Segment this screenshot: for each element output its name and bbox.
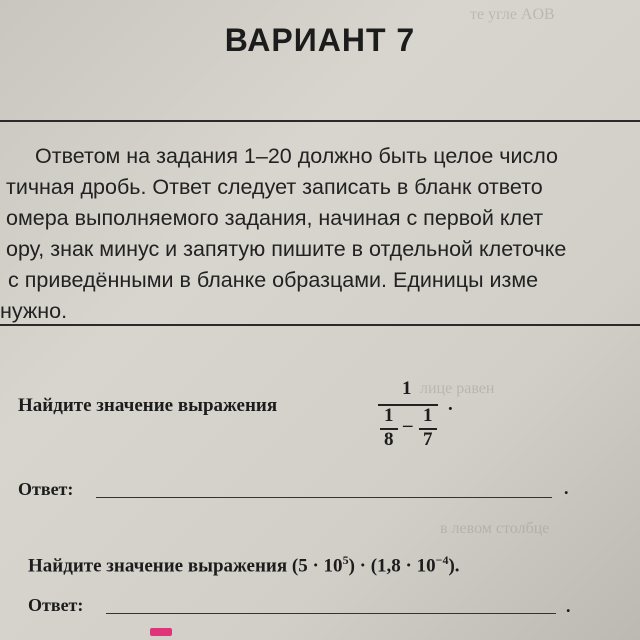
bleed-through-text: те угле AOB [470, 6, 555, 23]
bleed-through-text: лице равен [420, 380, 495, 397]
task2-exp1: 5 [342, 553, 349, 567]
inner-numerator-a: 1 [384, 405, 394, 426]
inner-numerator-b: 1 [423, 405, 433, 426]
task1-prompt: Найдите значение выражения [18, 395, 278, 416]
task1-end-dot: . [448, 394, 453, 415]
inner-denominator-a: 8 [384, 429, 394, 450]
pink-marker-mark [150, 628, 172, 636]
task2-prompt [28, 553, 460, 577]
bleed-through-text: в левом столбце [440, 520, 550, 537]
instruction-line: Ответом на задания 1–20 должно быть целое число [35, 144, 558, 168]
instruction-line: с приведёнными в бланке образцами. Единицы изме [8, 268, 539, 292]
answer-field-2[interactable] [106, 613, 556, 614]
task2-text-c: ). [448, 555, 460, 577]
inner-denominator-b: 7 [423, 429, 433, 450]
task2-exp2: −4 [435, 553, 449, 567]
instruction-line: нужно. [0, 299, 68, 323]
answer-field-1[interactable] [96, 497, 552, 498]
instructions-box [0, 120, 640, 326]
answer-dot-2: . [566, 596, 571, 616]
fraction-numerator: 1 [402, 378, 412, 399]
answer-dot-1: . [564, 478, 569, 498]
variant-title: ВАРИАНТ 7 [224, 22, 416, 58]
instruction-line: омера выполняемого задания, начиная с первой клет [6, 206, 544, 230]
task2-text-b: ) · (1,8 · 10 [348, 555, 436, 577]
answer-label-2: Ответ: [28, 595, 84, 615]
answer-label-1: Ответ: [18, 479, 74, 499]
instruction-line: тичная дробь. Ответ следует записать в бланк ответо [6, 175, 543, 199]
instruction-line: ору, знак минус и запятую пишите в отдельной клеточке [6, 237, 567, 261]
task2-text-a: Найдите значение выражения (5 · 10 [28, 555, 343, 577]
minus-sign: – [403, 415, 413, 436]
